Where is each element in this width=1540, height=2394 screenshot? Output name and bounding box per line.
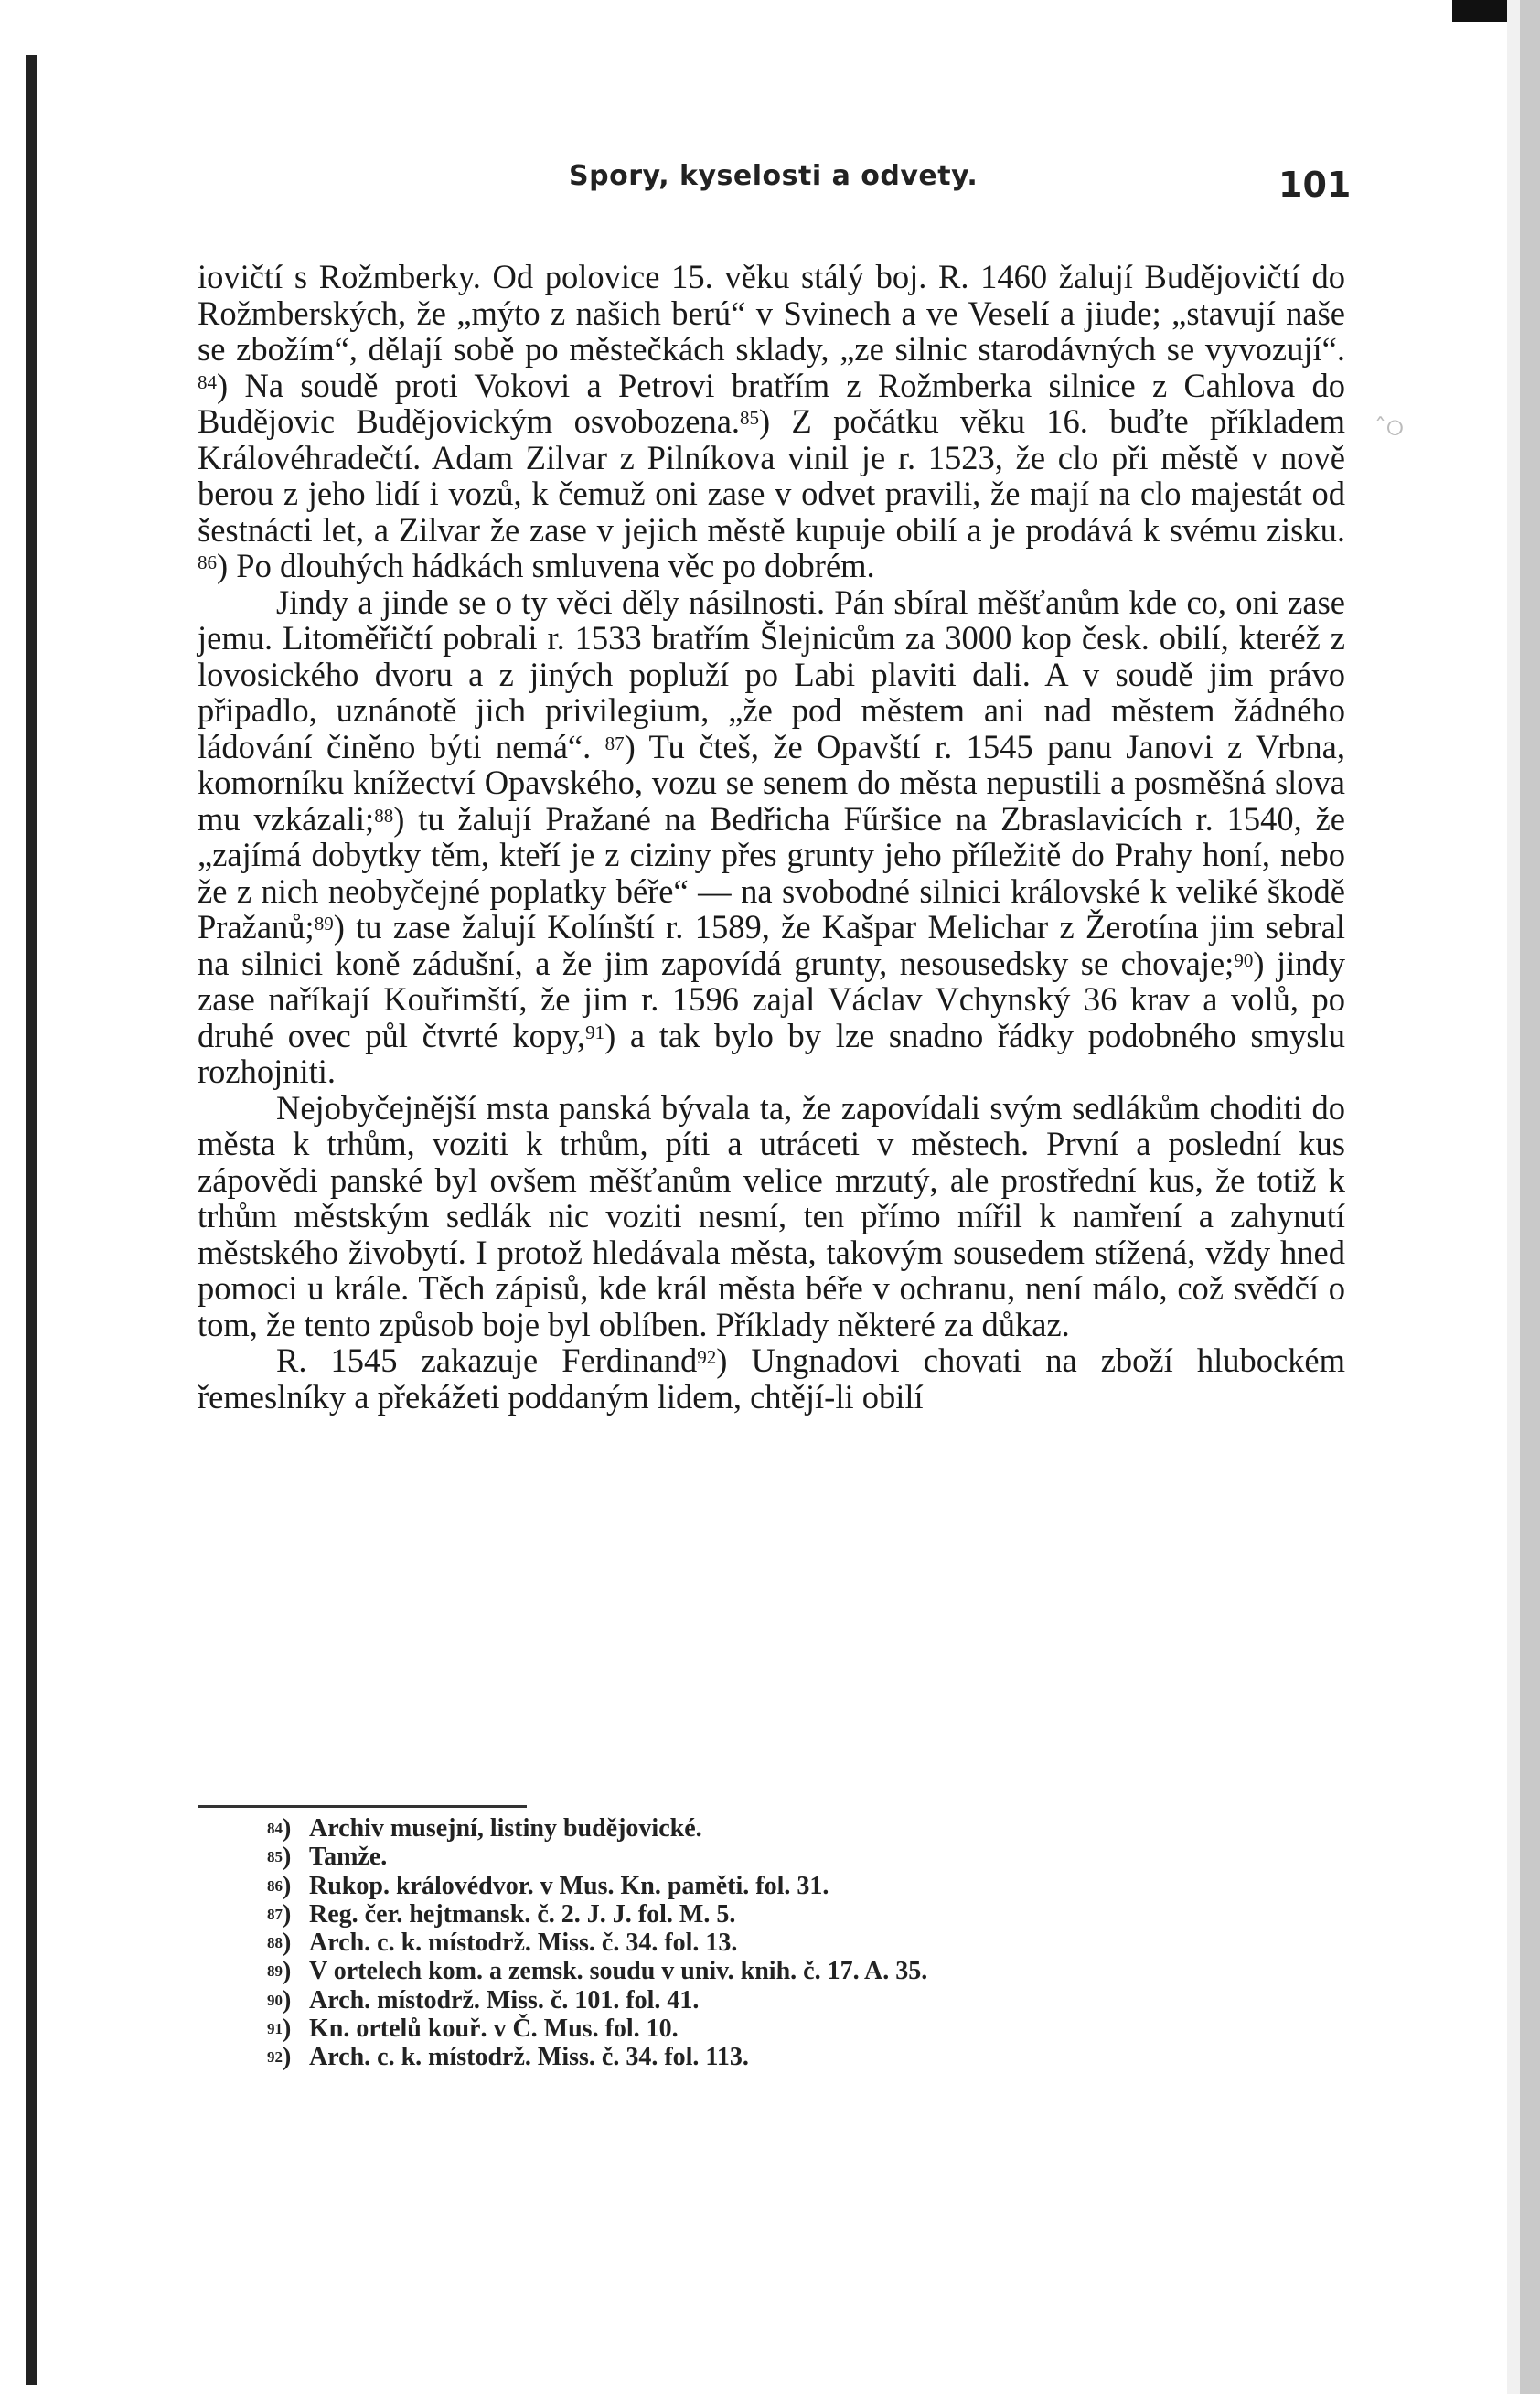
- ink-smudge-mark: ˆ୦: [1374, 414, 1404, 442]
- footnote-number: 92: [267, 2048, 283, 2067]
- footnote-marker: [267, 1872, 309, 1900]
- paragraph-text: ) Z počátku věku 16. buďte příkladem Královéhradečtí. Adam Zilvar z Pilníkova vinil je r. 1523, že clo při městě v nově berou z jeho lidí i vozů, k čemuž oni zase v odvet pravili, že mají na clo majestát od šestnácti let, a Zilvar že zase v jejich městě kupuje obilí a je prodává k svému zisku.: [198, 402, 1345, 549]
- body-paragraph: [198, 1342, 1345, 1415]
- footnote-marker: [267, 1929, 309, 1957]
- paragraph-text: Jindy a jinde se o ty věci děly násilnosti. Pán sbíral měšťanům kde co, oni zase jemu. Litoměřičtí pobrali r. 1533 bratřím Šlejnicům za 3000 kop česk. obilí, kteréž z lovosického dvoru a z jiných popluží po Labi plaviti dali. A v soudě jim právo připadlo, uznánotě jich privilegium, „že pod městem ani nad městem žádného ládování činěno býti nemá“.: [198, 582, 1345, 765]
- footnote-reference: 84: [198, 370, 217, 393]
- footnote-text: Arch. c. k. místodrž. Miss. č. 34. fol. 113.: [309, 2043, 749, 2072]
- footnote-paren: ): [283, 1985, 292, 2015]
- footnote-paren: ): [283, 1929, 292, 1958]
- footnote-item: [267, 1843, 1273, 1871]
- footnote-item: [267, 1900, 1273, 1929]
- footnote-number: 88: [267, 1934, 283, 1952]
- footnote-text: V ortelech kom. a zemsk. soudu v univ. knih. č. 17. A. 35.: [309, 1957, 928, 1986]
- paragraph-text: ) Ungnadovi chovati na zboží hlubockém řemeslníky a překážeti poddaným lidem, chtějí-li obilí: [198, 1341, 1346, 1416]
- footnote-reference: 85: [740, 407, 760, 429]
- footnote-rule: [198, 1805, 527, 1808]
- body-paragraph: [198, 259, 1345, 584]
- footnote-paren: ): [283, 1957, 292, 1986]
- footnote-text: Tamže.: [309, 1843, 388, 1872]
- page-number: 101: [1278, 165, 1352, 205]
- footnote-number: 89: [267, 1962, 283, 1981]
- paragraph-text: R. 1545 zakazuje Ferdinand: [276, 1341, 698, 1379]
- footnote-marker: [267, 1900, 309, 1929]
- footnote-marker: [267, 2015, 309, 2043]
- footnote-reference: 90: [1234, 948, 1254, 971]
- paragraph-text: ) Na soudě proti Vokovi a Petrovi bratřím z Rožmberka silnice z Cahlova do Budějovic Budějovickým osvobozena.: [198, 366, 1345, 440]
- footnote-reference: 89: [314, 913, 334, 935]
- footnote-paren: ): [283, 1899, 292, 1929]
- footnote-item: [267, 2015, 1273, 2043]
- paragraph-text: ) tu žalují Pražané na Bedřicha Fűršice na Zbraslavicích r. 1540, že „zajímá dobytky těm, kteří je z ciziny přes grunty jeho příležitě do Prahy honí, nebo že z nich neobyčejné poplatky béře“ — na svobodné silnici královské k veliké škodě Pražanů;: [198, 799, 1345, 946]
- footnote-paren: ): [283, 1814, 292, 1843]
- footnote-paren: ): [283, 2043, 292, 2072]
- body-paragraph: [198, 584, 1345, 1090]
- paragraph-text: ) Po dlouhých hádkách smluvena věc po dobrém.: [217, 547, 875, 584]
- footnote-marker: [267, 1814, 309, 1843]
- footnote-reference: 88: [374, 804, 394, 827]
- footnote-reference: 92: [697, 1346, 717, 1368]
- scan-corner-mark: [1452, 0, 1507, 22]
- footnote-marker: [267, 1986, 309, 2015]
- paragraph-text: ) tu zase žalují Kolínští r. 1589, že Kašpar Melichar z Žerotína jim sebral na silnici koně zádušní, a že jim zapovídá grunty, nesousedsky se chovaje;: [198, 908, 1345, 982]
- paragraph-text: ) a tak bylo by lze snadno řádky podobného smyslu rozhojniti.: [198, 1016, 1346, 1090]
- footnote-text: Arch. c. k. místodrž. Miss. č. 34. fol. 13.: [309, 1929, 738, 1958]
- footnote-item: [267, 1814, 1273, 1843]
- footnotes: [267, 1814, 1273, 2072]
- body-text: [198, 259, 1345, 1415]
- footnote-number: 85: [267, 1848, 283, 1866]
- paragraph-text: ) Tu čteš, že Opavští r. 1545 panu Janovi z Vrbna, komorníku knížectví Opavského, vozu se senem do města nepustili a posměšná slova mu vzkázali;: [198, 727, 1346, 838]
- footnote-number: 90: [267, 1991, 283, 2009]
- page-edge-left: [26, 55, 37, 2385]
- footnote-item: [267, 1872, 1273, 1900]
- footnote-text: Kn. ortelů kouř. v Č. Mus. fol. 10.: [309, 2015, 679, 2044]
- footnote-item: [267, 2043, 1273, 2071]
- footnote-item: [267, 1986, 1273, 2015]
- footnote-paren: ): [283, 1871, 292, 1900]
- footnote-paren: ): [283, 2015, 292, 2044]
- paragraph-text: Nejobyčejnější msta panská bývala ta, že zapovídali svým sedlákům choditi do města k trhům, voziti k trhům, píti a utráceti v městech. První a poslední kus zápovědi panské byl ovšem měšťanům velice mrzutý, ale prostřední kus, že totiž k trhům městským sedlák nic voziti nesmí, ten přímo mířil k namření a zahynutí městského živobytí. I protož hledávala města, takovým sousedem stížená, vždy hned pomoci u krále. Těch zápisů, kde král města béře v ochranu, není málo, což svědčí o tom, že tento způsob boje byl oblíben. Příklady některé za důkaz.: [198, 1088, 1345, 1343]
- footnote-number: 87: [267, 1905, 283, 1923]
- paragraph-text: iovičtí s Rožmberky. Od polovice 15. věku stálý boj. R. 1460 žalují Budějovičtí do Rožmberských, že „mýto z našich berú“ v Svinech a ve Veselí a jiude; „stavují naše se zbožím“, dělají sobě po městečkách sklady, „ze silnic starodávných se vyvozují“.: [198, 258, 1345, 368]
- footnote-reference: 86: [198, 551, 217, 573]
- footnote-marker: [267, 1957, 309, 1985]
- footnote-text: Arch. místodrž. Miss. č. 101. fol. 41.: [309, 1985, 700, 2015]
- footnote-number: 86: [267, 1876, 283, 1895]
- body-paragraph: [198, 1090, 1345, 1343]
- footnote-text: Rukop. královédvor. v Mus. Kn. paměti. fol. 31.: [309, 1871, 829, 1900]
- footnote-text: Reg. čer. hejtmansk. č. 2. J. J. fol. M. 5.: [309, 1899, 736, 1929]
- running-title: Spory, kyselosti a odvety.: [569, 160, 979, 192]
- footnote-reference: 87: [604, 732, 625, 754]
- footnote-reference: 91: [585, 1021, 605, 1043]
- footnote-item: [267, 1957, 1273, 1985]
- footnote-number: 91: [267, 2020, 283, 2038]
- footnote-marker: [267, 1843, 309, 1871]
- footnote-item: [267, 1929, 1273, 1957]
- footnote-paren: ): [283, 1843, 292, 1872]
- paragraph-text: ) jindy zase naříkají Kouřimští, že jim r. 1596 zajal Václav Vchynský 36 krav a volů, po druhé ovec půl čtvrté kopy,: [198, 944, 1346, 1054]
- footnote-text: Archiv musejní, listiny budějovické.: [309, 1814, 702, 1843]
- footnote-number: 84: [267, 1820, 283, 1837]
- footnote-marker: [267, 2043, 309, 2071]
- page-edge-right-shadow: [1520, 0, 1540, 2394]
